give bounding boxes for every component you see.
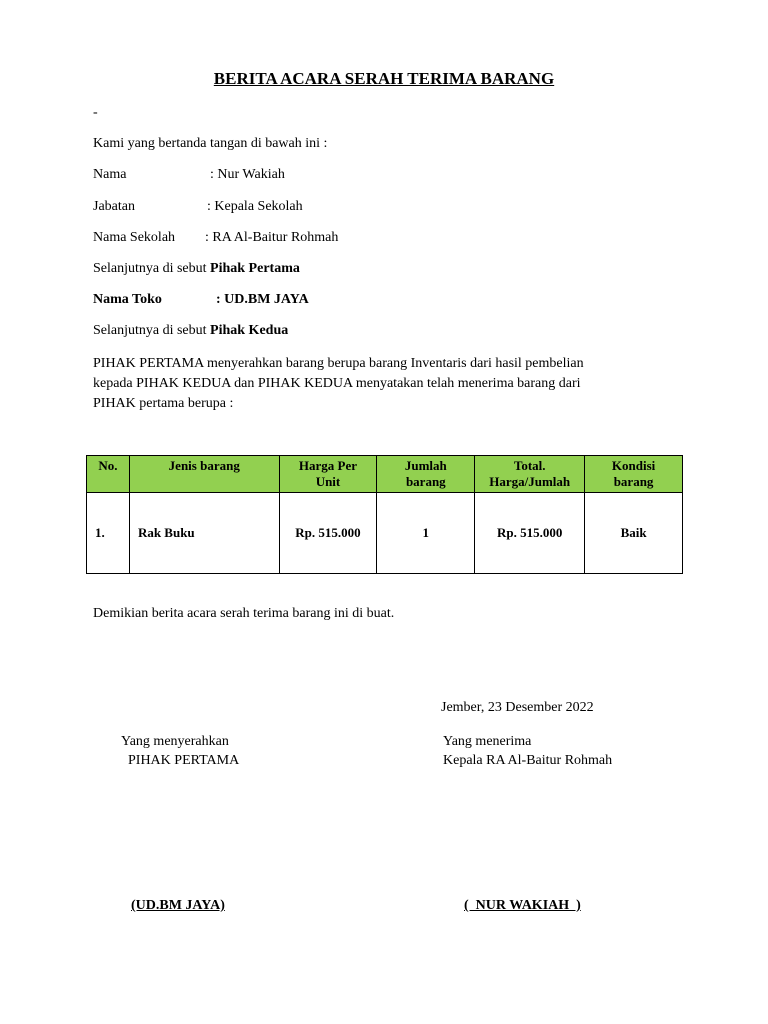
left-signer-role: Yang menyerahkan	[121, 734, 229, 749]
pihak-pertama-line	[93, 260, 300, 278]
nama-value: : Nur Wakiah	[210, 167, 285, 182]
cell-kondisi: Baik	[585, 493, 683, 574]
dash-mark: -	[93, 105, 98, 120]
right-signer-role: Yang menerima	[443, 734, 532, 749]
right-signer-name: ( NUR WAKIAH )	[464, 898, 581, 913]
cell-jumlah: 1	[377, 493, 475, 574]
left-signer-name: (UD.BM JAYA)	[131, 898, 225, 913]
statement-paragraph	[93, 354, 683, 414]
header-kondisi-barang: Kondisi barang	[585, 456, 683, 493]
header-jumlah-barang: Jumlah barang	[377, 456, 475, 493]
sekolah-value: : RA Al-Baitur Rohmah	[205, 230, 339, 245]
table-header-row	[87, 456, 683, 493]
closing-text: Demikian berita acara serah terima barang ini di buat.	[93, 606, 395, 621]
statement-line: kepada PIHAK KEDUA dan PIHAK KEDUA menyatakan telah menerima barang dari	[93, 376, 581, 391]
header-total-harga: Total. Harga/Jumlah	[475, 456, 585, 493]
header-jenis-barang: Jenis barang	[129, 456, 279, 493]
table-row	[87, 493, 683, 574]
pihak-pertama-prefix: Selanjutnya di sebut	[93, 261, 211, 276]
pihak-kedua-bold: Pihak Kedua	[210, 323, 289, 338]
toko-value: : UD.BM JAYA	[216, 292, 309, 307]
right-signer-position: Kepala RA Al-Baitur Rohmah	[443, 753, 613, 768]
header-harga-per-unit: Harga Per Unit	[279, 456, 377, 493]
statement-line: PIHAK PERTAMA menyerahkan barang berupa barang Inventaris dari hasil pembelian	[93, 356, 584, 371]
jabatan-value: : Kepala Sekolah	[207, 199, 303, 214]
cell-jenis-barang: Rak Buku	[129, 493, 279, 574]
cell-harga: Rp. 515.000	[279, 493, 377, 574]
sekolah-label: Nama Sekolah	[93, 230, 176, 245]
left-signer-party: PIHAK PERTAMA	[128, 753, 240, 768]
document-title: BERITA ACARA SERAH TERIMA BARANG	[213, 69, 555, 88]
items-table	[86, 455, 683, 574]
cell-no: 1.	[87, 493, 130, 574]
jabatan-label: Jabatan	[93, 199, 135, 214]
header-no: No.	[87, 456, 130, 493]
place-date: Jember, 23 Desember 2022	[441, 700, 594, 715]
toko-label: Nama Toko	[93, 292, 162, 307]
statement-line: PIHAK pertama berupa :	[93, 396, 234, 411]
cell-total: Rp. 515.000	[475, 493, 585, 574]
pihak-pertama-bold: Pihak Pertama	[210, 261, 300, 276]
intro-text: Kami yang bertanda tangan di bawah ini :	[93, 136, 328, 151]
nama-label: Nama	[93, 167, 127, 182]
pihak-kedua-line	[93, 322, 288, 340]
pihak-kedua-prefix: Selanjutnya di sebut	[93, 323, 211, 338]
